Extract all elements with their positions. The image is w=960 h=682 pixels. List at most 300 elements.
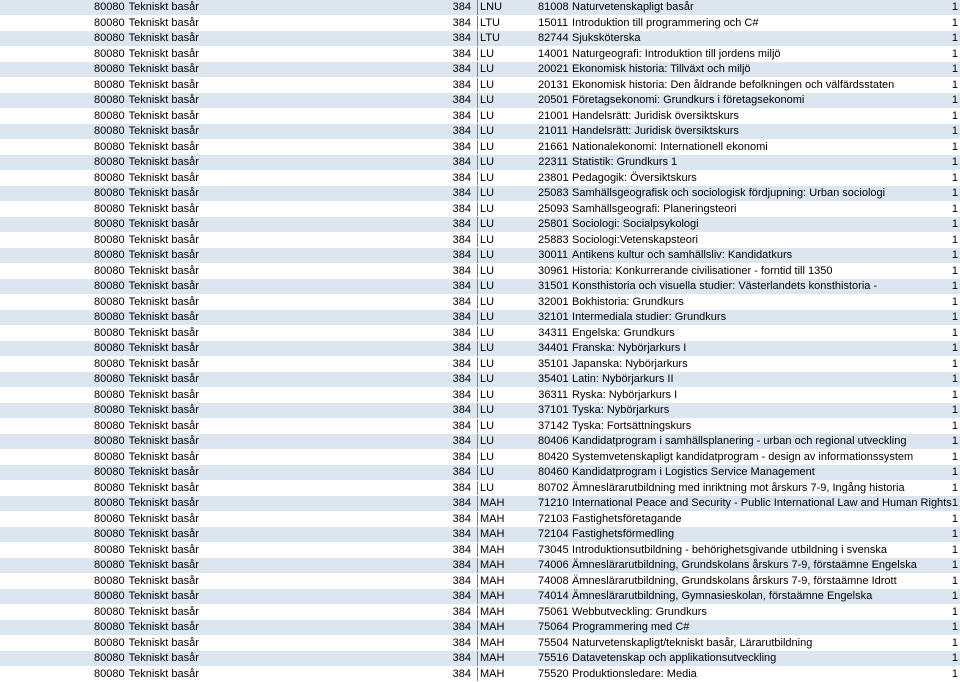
cell-course[interactable] [474, 480, 910, 496]
count-value: 384 [452, 450, 472, 463]
cell-course[interactable] [474, 170, 910, 186]
cell-institution[interactable] [0, 201, 474, 217]
table-row[interactable] [0, 15, 960, 31]
cell-course[interactable] [474, 542, 910, 558]
org-code: MAH [477, 667, 538, 682]
institution-name: Tekniskt basår [128, 1, 199, 13]
cell-course[interactable] [474, 527, 910, 543]
institution-code: 80080 [94, 605, 125, 618]
cell-course[interactable] [474, 232, 910, 248]
cell-value[interactable]: 1 [910, 248, 960, 264]
cell-course[interactable] [474, 124, 910, 140]
cell-institution[interactable] [0, 635, 474, 651]
count-value: 384 [452, 249, 472, 261]
org-code: LTU [477, 16, 538, 31]
cell-value[interactable]: 1 [910, 217, 960, 233]
count-value: 384 [452, 621, 472, 633]
cell-value[interactable]: 1 [910, 62, 960, 78]
course-code: 75504 [538, 636, 569, 649]
course-code: 14001 [538, 47, 569, 60]
course-name: Nationalekonomi: Internationell ekonomi [572, 140, 768, 153]
cell-institution[interactable] [0, 449, 474, 465]
cell-value[interactable]: 1 [910, 418, 960, 434]
cell-value[interactable]: 1 [910, 465, 960, 481]
cell-course[interactable] [474, 248, 910, 264]
table-row[interactable] [0, 465, 960, 481]
course-name: International Peace and Security - Public International Law and Human Rights [572, 497, 952, 509]
cell-course[interactable] [474, 77, 910, 93]
cell-institution[interactable] [0, 279, 474, 295]
count-value: 384 [452, 559, 472, 571]
cell-value[interactable]: 1 [910, 449, 960, 465]
count-value: 384 [452, 466, 472, 478]
cell-institution[interactable] [0, 573, 474, 589]
institution-name: Tekniskt basår [128, 667, 199, 680]
count-value: 384 [452, 636, 472, 649]
course-name: Fastighetsföretagande [572, 512, 682, 525]
table-row[interactable] [0, 279, 960, 295]
org-code: MAH [477, 574, 538, 589]
institution-code: 80080 [94, 497, 125, 509]
cell-institution[interactable] [0, 15, 474, 31]
course-code: 80420 [538, 450, 569, 463]
course-code: 72104 [538, 528, 569, 540]
course-code: 80702 [538, 481, 569, 494]
cell-institution[interactable] [0, 387, 474, 403]
course-name: Handelsrätt: Juridisk översiktskurs [572, 109, 739, 122]
table-row[interactable] [0, 170, 960, 186]
cell-course[interactable] [474, 263, 910, 279]
course-name: Samhällsgeografi: Planeringsteori [572, 202, 737, 215]
count-value: 384 [452, 125, 472, 137]
cell-institution[interactable] [0, 418, 474, 434]
institution-code: 80080 [94, 435, 125, 447]
cell-institution[interactable] [0, 511, 474, 527]
table-row[interactable] [0, 108, 960, 124]
course-code: 75520 [538, 667, 569, 680]
cell-value[interactable]: 1 [910, 341, 960, 357]
table-row[interactable] [0, 620, 960, 636]
cell-institution[interactable] [0, 77, 474, 93]
cell-institution[interactable] [0, 480, 474, 496]
table-row[interactable] [0, 294, 960, 310]
cell-course[interactable] [474, 341, 910, 357]
cell-value[interactable]: 1 [910, 480, 960, 496]
cell-institution[interactable] [0, 232, 474, 248]
org-code: LU [477, 62, 538, 77]
cell-course[interactable] [474, 155, 910, 171]
count-value: 384 [452, 47, 472, 60]
cell-course[interactable] [474, 15, 910, 31]
table-row[interactable] [0, 372, 960, 388]
table-row[interactable] [0, 124, 960, 140]
cell-value[interactable]: 1 [910, 139, 960, 155]
table-row[interactable] [0, 604, 960, 620]
table-row[interactable] [0, 635, 960, 651]
cell-institution[interactable] [0, 589, 474, 605]
org-code: LU [477, 419, 538, 434]
cell-value[interactable]: 1 [910, 620, 960, 636]
course-name: Ryska: Nybörjarkurs I [572, 388, 678, 401]
cell-institution[interactable] [0, 356, 474, 372]
table-row[interactable] [0, 201, 960, 217]
institution-code: 80080 [94, 295, 125, 308]
org-code: MAH [477, 543, 538, 558]
cell-value[interactable]: 1 [910, 496, 960, 512]
cell-course[interactable] [474, 186, 910, 202]
org-code: LU [477, 233, 538, 248]
cell-course[interactable] [474, 139, 910, 155]
table-row[interactable] [0, 0, 960, 15]
institution-code: 80080 [94, 342, 125, 354]
cell-course[interactable] [474, 0, 910, 15]
cell-course[interactable] [474, 635, 910, 651]
cell-value[interactable]: 1 [910, 325, 960, 341]
institution-name: Tekniskt basår [128, 528, 199, 540]
course-code: 35101 [538, 357, 569, 370]
table-row[interactable] [0, 341, 960, 357]
table-row[interactable] [0, 155, 960, 171]
count-value: 384 [452, 109, 472, 122]
cell-course[interactable] [474, 201, 910, 217]
cell-value[interactable]: 1 [910, 124, 960, 140]
org-code: LU [477, 186, 538, 201]
course-code: 37142 [538, 419, 569, 432]
table-row[interactable] [0, 434, 960, 450]
institution-name: Tekniskt basår [128, 47, 199, 60]
count-value: 384 [452, 16, 472, 29]
cell-course[interactable] [474, 418, 910, 434]
cell-value[interactable]: 1 [910, 527, 960, 543]
table-row[interactable] [0, 31, 960, 47]
institution-code: 80080 [94, 218, 125, 230]
institution-code: 80080 [94, 543, 125, 556]
course-code: 75064 [538, 621, 569, 633]
table-row[interactable] [0, 217, 960, 233]
cell-course[interactable] [474, 589, 910, 605]
course-code: 32101 [538, 311, 569, 323]
institution-code: 80080 [94, 63, 125, 75]
cell-course[interactable] [474, 62, 910, 78]
course-code: 30011 [538, 249, 569, 261]
cell-institution[interactable] [0, 155, 474, 171]
course-name: Franska: Nybörjarkurs I [572, 342, 687, 354]
cell-course[interactable] [474, 604, 910, 620]
cell-institution[interactable] [0, 666, 474, 682]
org-code: MAH [477, 496, 538, 511]
table-row[interactable] [0, 511, 960, 527]
cell-course[interactable] [474, 325, 910, 341]
cell-value[interactable]: 1 [910, 31, 960, 47]
cell-institution[interactable] [0, 93, 474, 109]
cell-institution[interactable] [0, 604, 474, 620]
cell-value[interactable]: 1 [910, 666, 960, 682]
cell-value[interactable]: 1 [910, 0, 960, 15]
org-code: MAH [477, 589, 538, 604]
cell-course[interactable] [474, 465, 910, 481]
course-code: 81008 [538, 1, 569, 13]
institution-code: 80080 [94, 481, 125, 494]
cell-value[interactable]: 1 [910, 77, 960, 93]
cell-course[interactable] [474, 356, 910, 372]
course-name: Produktionsledare: Media [572, 667, 697, 680]
institution-code: 80080 [94, 590, 125, 602]
table-row[interactable] [0, 449, 960, 465]
cell-institution[interactable] [0, 325, 474, 341]
cell-course[interactable] [474, 403, 910, 419]
cell-course[interactable] [474, 372, 910, 388]
cell-institution[interactable] [0, 496, 474, 512]
institution-name: Tekniskt basår [128, 652, 199, 664]
institution-code: 80080 [94, 326, 125, 339]
cell-value[interactable]: 1 [910, 356, 960, 372]
cell-institution[interactable] [0, 403, 474, 419]
cell-institution[interactable] [0, 527, 474, 543]
institution-code: 80080 [94, 202, 125, 215]
org-code: LU [477, 171, 538, 186]
cell-course[interactable] [474, 651, 910, 667]
org-code: LU [477, 217, 538, 232]
institution-code: 80080 [94, 311, 125, 323]
cell-value[interactable]: 1 [910, 542, 960, 558]
cell-value[interactable]: 1 [910, 294, 960, 310]
cell-value[interactable]: 1 [910, 232, 960, 248]
institution-name: Tekniskt basår [128, 590, 199, 602]
cell-value[interactable]: 1 [910, 589, 960, 605]
institution-name: Tekniskt basår [128, 357, 199, 370]
table-row[interactable] [0, 93, 960, 109]
cell-course[interactable] [474, 573, 910, 589]
org-code: LU [477, 47, 538, 62]
cell-value[interactable]: 1 [910, 93, 960, 109]
cell-value[interactable]: 1 [910, 651, 960, 667]
cell-value[interactable]: 1 [910, 403, 960, 419]
cell-institution[interactable] [0, 263, 474, 279]
cell-institution[interactable] [0, 170, 474, 186]
table-row[interactable] [0, 387, 960, 403]
org-code: LU [477, 93, 538, 108]
cell-institution[interactable] [0, 0, 474, 15]
institution-code: 80080 [94, 450, 125, 463]
cell-institution[interactable] [0, 108, 474, 124]
cell-course[interactable] [474, 310, 910, 326]
org-code: LU [477, 78, 538, 93]
institution-name: Tekniskt basår [128, 605, 199, 618]
institution-name: Tekniskt basår [128, 78, 199, 91]
table-row[interactable] [0, 248, 960, 264]
count-value: 384 [452, 652, 472, 664]
course-name: Programmering med C# [572, 621, 690, 633]
institution-code: 80080 [94, 559, 125, 571]
cell-institution[interactable] [0, 434, 474, 450]
cell-institution[interactable] [0, 310, 474, 326]
institution-name: Tekniskt basår [128, 156, 199, 168]
table-row[interactable] [0, 496, 960, 512]
course-name: Bokhistoria: Grundkurs [572, 295, 684, 308]
org-code: LU [477, 481, 538, 496]
course-name: Kandidatprogram i samhällsplanering - urban och regional utveckling [572, 435, 907, 447]
table-row[interactable] [0, 263, 960, 279]
table-row[interactable] [0, 356, 960, 372]
institution-code: 80080 [94, 528, 125, 540]
course-name: Ämneslärarutbildning, Grundskolans årskurs 7-9, förstaämne Idrott [572, 574, 897, 587]
table-row[interactable] [0, 186, 960, 202]
cell-institution[interactable] [0, 558, 474, 574]
cell-value[interactable]: 1 [910, 263, 960, 279]
cell-institution[interactable] [0, 651, 474, 667]
cell-course[interactable] [474, 511, 910, 527]
cell-institution[interactable] [0, 124, 474, 140]
table-row[interactable] [0, 418, 960, 434]
table-row[interactable] [0, 139, 960, 155]
cell-course[interactable] [474, 434, 910, 450]
cell-course[interactable] [474, 108, 910, 124]
course-name: Sociologi: Socialpsykologi [572, 218, 699, 230]
count-value: 384 [452, 187, 472, 199]
institution-code: 80080 [94, 233, 125, 246]
course-code: 80406 [538, 435, 569, 447]
course-code: 21001 [538, 109, 569, 122]
cell-value[interactable]: 1 [910, 635, 960, 651]
table-row[interactable] [0, 480, 960, 496]
count-value: 384 [452, 202, 472, 215]
course-code: 74008 [538, 574, 569, 587]
institution-name: Tekniskt basår [128, 466, 199, 478]
cell-value[interactable]: 1 [910, 186, 960, 202]
cell-course[interactable] [474, 93, 910, 109]
course-code: 34401 [538, 342, 569, 354]
table-row[interactable] [0, 403, 960, 419]
count-value: 384 [452, 326, 472, 339]
table-row[interactable] [0, 558, 960, 574]
course-name: Introduktion till programmering och C# [572, 16, 759, 29]
course-name: Sociologi:Vetenskapsteori [572, 233, 698, 246]
cell-institution[interactable] [0, 186, 474, 202]
cell-value[interactable]: 1 [910, 46, 960, 62]
cell-course[interactable] [474, 46, 910, 62]
cell-value[interactable]: 1 [910, 511, 960, 527]
cell-value[interactable]: 1 [910, 558, 960, 574]
cell-institution[interactable] [0, 31, 474, 47]
table-row[interactable] [0, 527, 960, 543]
course-code: 75061 [538, 605, 569, 618]
cell-course[interactable] [474, 294, 910, 310]
count-value: 384 [452, 435, 472, 447]
cell-course[interactable] [474, 449, 914, 465]
count-value: 384 [452, 1, 472, 13]
cell-value[interactable]: 1 [910, 108, 960, 124]
course-name: Pedagogik: Översiktskurs [572, 171, 697, 184]
institution-code: 80080 [94, 140, 125, 153]
table-row[interactable] [0, 542, 960, 558]
count-value: 384 [452, 156, 472, 168]
course-code: 73045 [538, 543, 569, 556]
cell-course[interactable] [474, 31, 910, 47]
cell-value[interactable]: 1 [910, 434, 960, 450]
institution-name: Tekniskt basår [128, 16, 199, 29]
org-code: MAH [477, 636, 538, 651]
cell-institution[interactable] [0, 217, 474, 233]
course-code: 82744 [538, 32, 569, 44]
course-name: Statistik: Grundkurs 1 [572, 156, 678, 168]
cell-value[interactable]: 1 [910, 604, 960, 620]
count-value: 384 [452, 574, 472, 587]
course-name: Ekonomisk historia: Tillväxt och miljö [572, 63, 751, 75]
institution-name: Tekniskt basår [128, 404, 199, 416]
cell-institution[interactable] [0, 341, 474, 357]
cell-institution[interactable] [0, 542, 474, 558]
cell-institution[interactable] [0, 248, 474, 264]
org-code: LU [477, 450, 538, 465]
institution-code: 80080 [94, 264, 125, 277]
count-value: 384 [452, 357, 472, 370]
course-name: Handelsrätt: Juridisk översiktskurs [572, 125, 739, 137]
table-row[interactable] [0, 666, 960, 682]
institution-name: Tekniskt basår [128, 559, 199, 571]
course-name: Webbutveckling: Grundkurs [572, 605, 707, 618]
institution-name: Tekniskt basår [128, 187, 199, 199]
cell-institution[interactable] [0, 294, 474, 310]
institution-name: Tekniskt basår [128, 94, 199, 106]
cell-institution[interactable] [0, 62, 474, 78]
cell-course[interactable] [474, 666, 910, 682]
cell-institution[interactable] [0, 620, 474, 636]
course-name: Tyska: Fortsättningskurs [572, 419, 692, 432]
cell-value[interactable]: 1 [910, 372, 960, 388]
institution-name: Tekniskt basår [128, 574, 199, 587]
cell-value[interactable]: 1 [910, 573, 960, 589]
cell-value[interactable]: 1 [910, 155, 960, 171]
table-row[interactable] [0, 573, 960, 589]
table-row[interactable] [0, 62, 960, 78]
cell-value[interactable]: 1 [910, 201, 960, 217]
cell-course[interactable] [474, 217, 910, 233]
table-row[interactable] [0, 232, 960, 248]
cell-course[interactable] [474, 558, 917, 574]
cell-value[interactable]: 1 [910, 279, 960, 295]
cell-value[interactable]: 1 [910, 15, 960, 31]
org-code: LU [477, 357, 538, 372]
count-value: 384 [452, 63, 472, 75]
course-name: Ekonomisk historia: Den åldrande befolkningen och välfärdsstaten [572, 78, 895, 91]
cell-value[interactable]: 1 [910, 170, 960, 186]
course-name: Naturgeografi: Introduktion till jordens miljö [572, 47, 781, 60]
cell-value[interactable]: 1 [910, 387, 960, 403]
table-row[interactable] [0, 46, 960, 62]
cell-institution[interactable] [0, 139, 474, 155]
org-code: LU [477, 264, 538, 279]
table-row[interactable] [0, 651, 960, 667]
org-code: MAH [477, 527, 538, 542]
cell-institution[interactable] [0, 46, 474, 62]
cell-institution[interactable] [0, 372, 474, 388]
org-code: LU [477, 310, 538, 325]
cell-course[interactable] [474, 279, 910, 295]
org-code: LNU [477, 0, 538, 15]
course-code: 32001 [538, 295, 569, 308]
cell-institution[interactable] [0, 465, 474, 481]
table-row[interactable] [0, 589, 960, 605]
table-row[interactable] [0, 325, 960, 341]
cell-course[interactable] [474, 496, 952, 512]
course-name: Engelska: Grundkurs [572, 326, 675, 339]
table-row[interactable] [0, 310, 960, 326]
institution-name: Tekniskt basår [128, 326, 199, 339]
cell-course[interactable] [474, 387, 910, 403]
table-row[interactable] [0, 77, 960, 93]
cell-value[interactable]: 1 [910, 310, 960, 326]
cell-course[interactable] [474, 620, 910, 636]
